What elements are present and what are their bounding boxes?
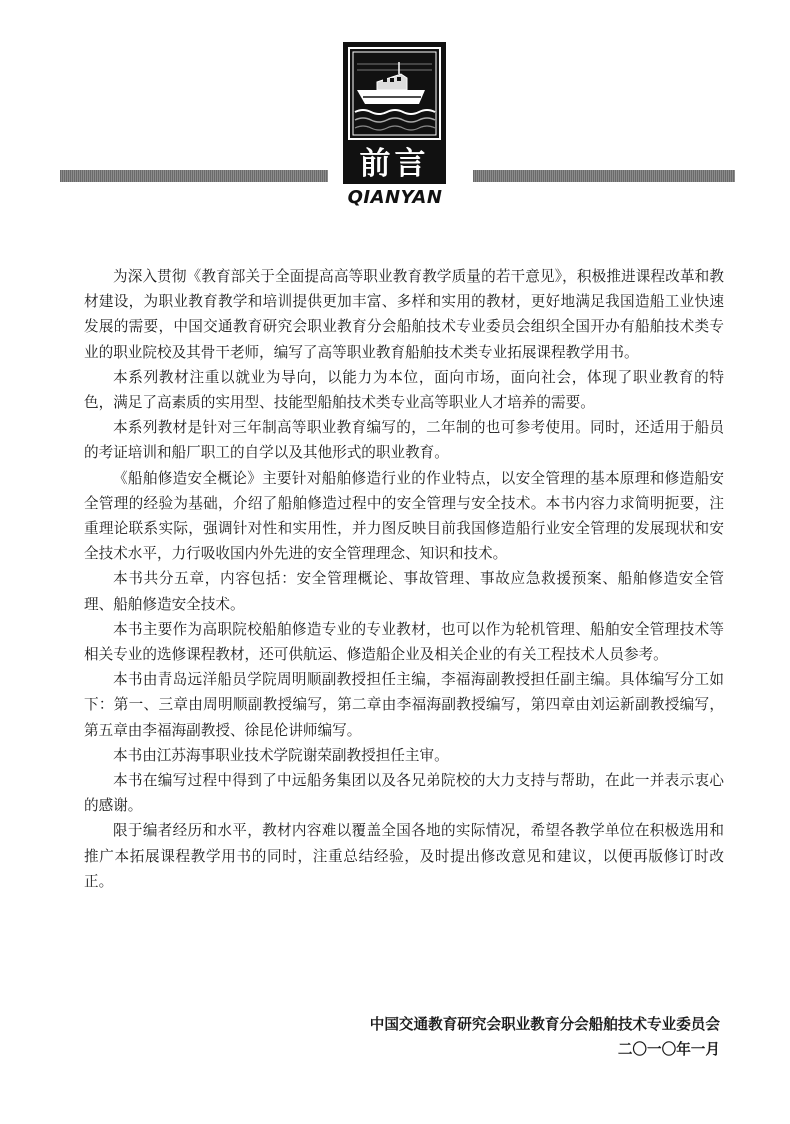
paragraph-7: 本书由青岛远洋船员学院周明顺副教授担任主编，李福海副教授担任副主编。具体编写分工如下：第一、三章由周明顺副教授编写，第二章由李福海副教授编写，第四章由刘运新副教授编写，第五章由李福海副教授、徐昆伦讲师编写。 <box>84 671 724 739</box>
preface-body <box>84 264 724 894</box>
header-rule-right <box>473 170 735 182</box>
paragraph-4: 《船舶修造安全概论》主要针对船舶修造行业的作业特点，以安全管理的基本原理和修造船安全管理的经验为基础，介绍了船舶修造过程中的安全管理与安全技术。本书内容力求简明扼要，注重理论联系实际，强调针对性和实用性，并力图反映目前我国修造船行业安全管理的发展现状和安全技术水平，力行吸收国内外先进的安全管理理念、知识和技术。 <box>84 469 724 563</box>
page-title-pinyin: QIANYAN <box>347 187 443 208</box>
page-title: 前言 <box>343 144 446 184</box>
paragraph-3: 本系列教材是针对三年制高等职业教育编写的，二年制的也可参考使用。同时，还适用于船员的考证培训和船厂职工的自学以及其他形式的职业教育。 <box>84 419 724 462</box>
preface-header <box>0 0 790 220</box>
paragraph-10: 限于编者经历和水平，教材内容难以覆盖全国各地的实际情况，希望各教学单位在积极选用和推广本拓展课程教学用书的同时，注重总结经验，及时提出修改意见和建议，以便再版修订时改正。 <box>84 822 724 890</box>
header-rule-left <box>60 170 328 182</box>
paragraph-5: 本书共分五章，内容包括：安全管理概论、事故管理、事故应急救援预案、船舶修造安全管理、船舶修造安全技术。 <box>84 570 724 613</box>
paragraph-6: 本书主要作为高职院校船舶修造专业的专业教材，也可以作为轮机管理、船舶安全管理技术等相关专业的选修课程教材，还可供航运、修造船企业及相关企业的有关工程技术人员参考。 <box>84 620 724 664</box>
ship-icon <box>343 42 446 145</box>
paragraph-8: 本书由江苏海事职业技术学院谢荣副教授担任主审。 <box>113 746 449 764</box>
paragraph-2: 本系列教材注重以就业为导向，以能力为本位，面向市场，面向社会，体现了职业教育的特色，满足了高素质的实用型、技能型船舶技术类专业高等职业人才培养的需要。 <box>84 368 724 412</box>
signature-organization: 中国交通教育研究会职业教育分会船舶技术专业委员会 <box>369 1016 720 1033</box>
paragraph-9: 本书在编写过程中得到了中远船务集团以及各兄弟院校的大力支持与帮助，在此一并表示衷心的感谢。 <box>84 772 724 815</box>
paragraph-1: 为深入贯彻《教育部关于全面提高高等职业教育教学质量的若干意见》，积极推进课程改革和教材建设，为职业教育教学和培训提供更加丰富、多样和实用的教材，更好地满足我国造船工业快速发展的需要，中国交通教育研究会职业教育分会船舶技术专业委员会组织全国开办有船舶技术类专业的职业院校及其骨干老师，编写了高等职业教育船舶技术类专业拓展课程教学用书。 <box>84 268 724 361</box>
signature-date: 二〇一〇年一月 <box>617 1041 720 1058</box>
